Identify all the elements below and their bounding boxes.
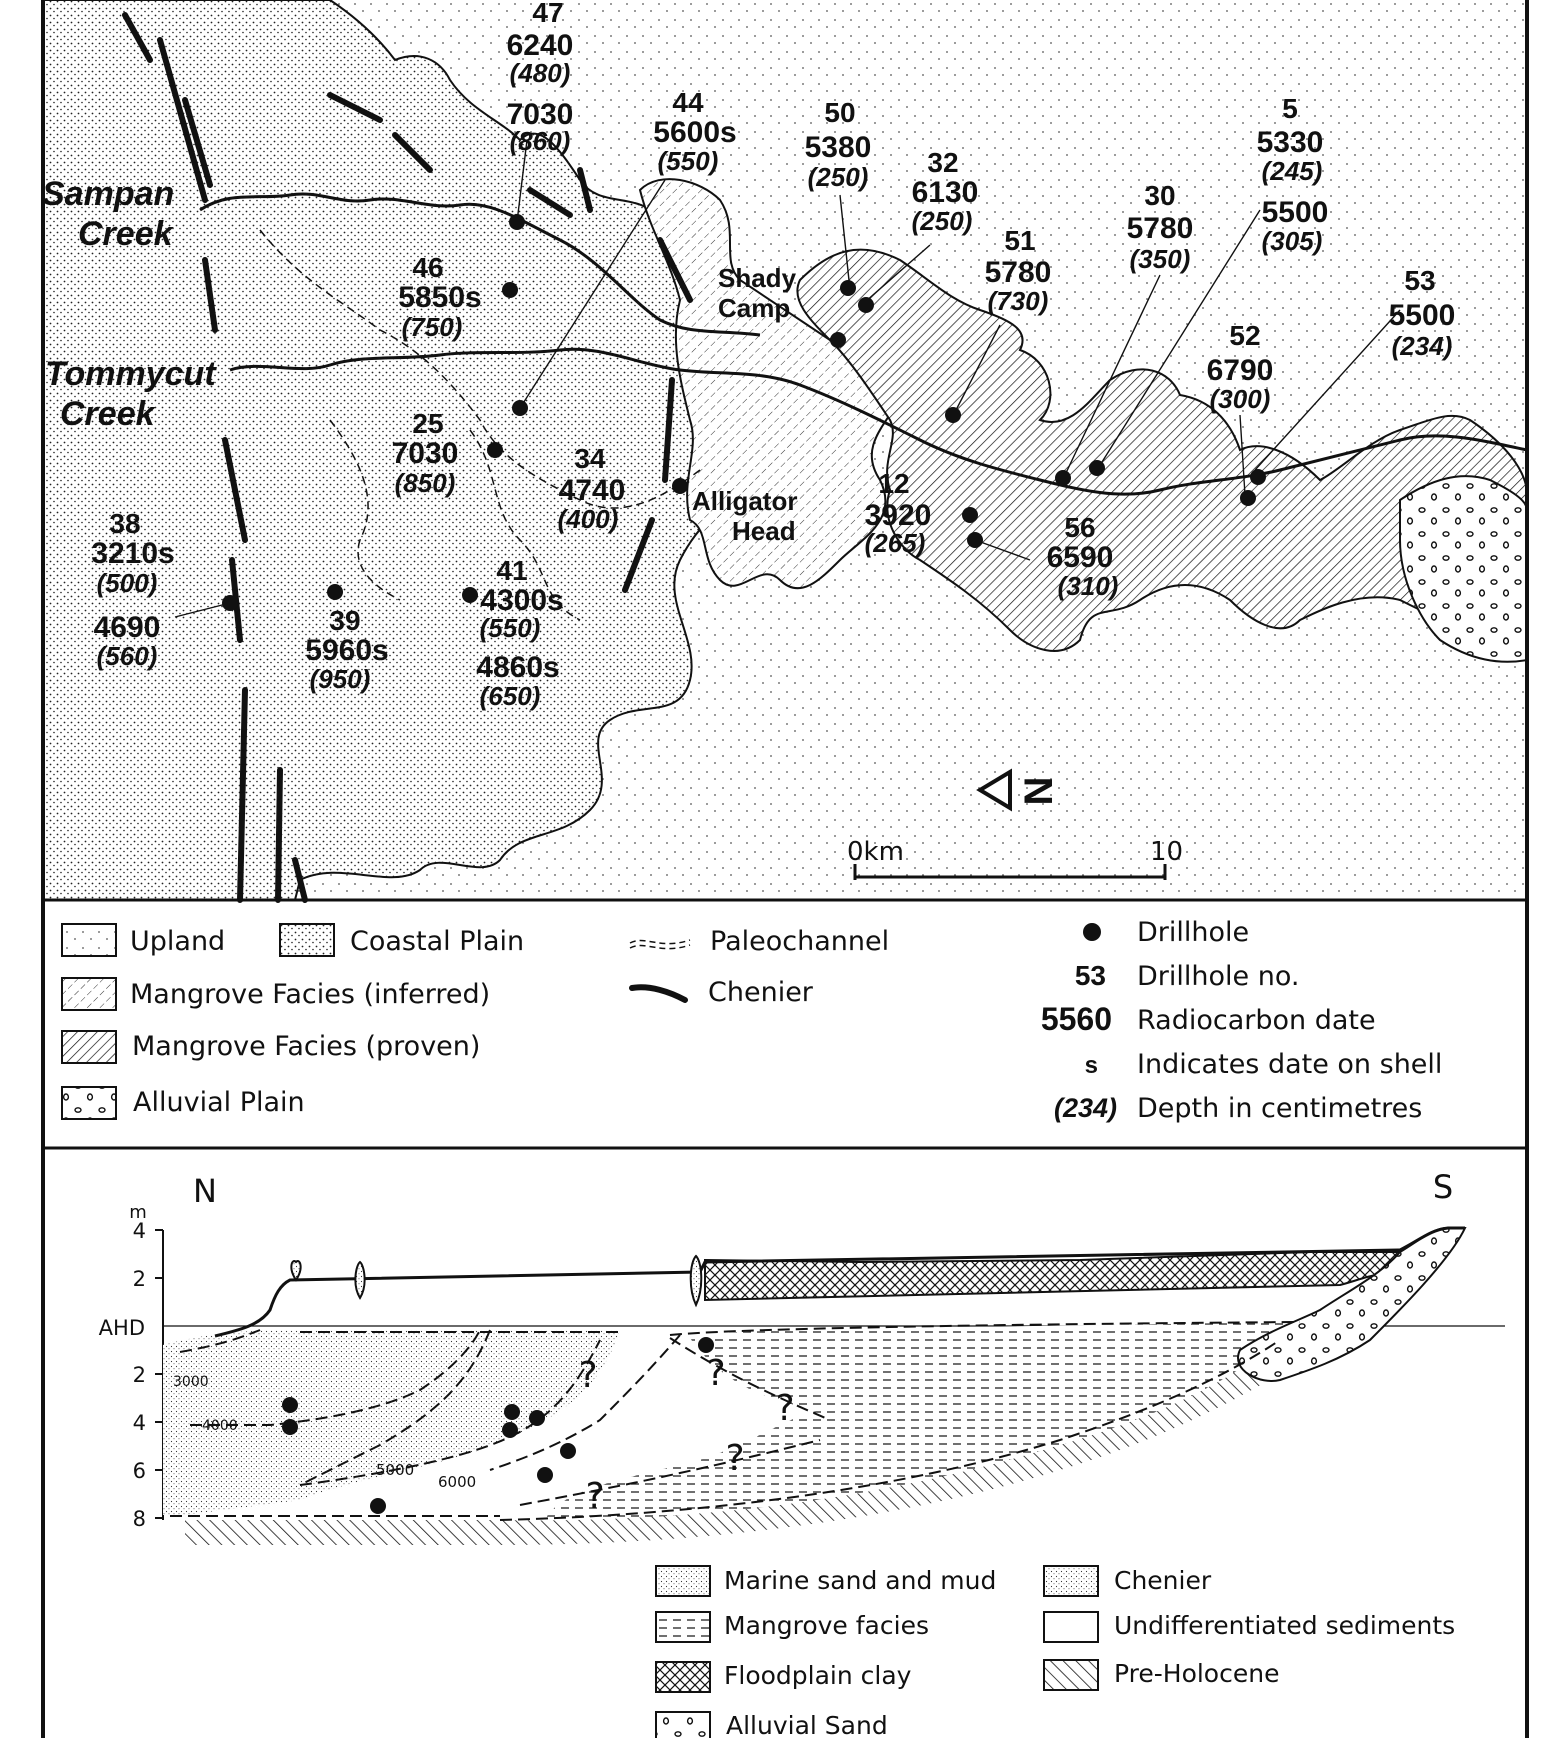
legend-keys xyxy=(1041,917,1443,1124)
place-label-camp: Camp xyxy=(718,293,791,323)
drillhole-marker xyxy=(222,595,238,611)
drillhole-number: 34 xyxy=(574,443,606,474)
drillhole-number: 51 xyxy=(1004,225,1036,256)
y-tick-label: AHD xyxy=(98,1316,145,1340)
depth-value: (860) xyxy=(509,126,571,156)
y-tick-label: 8 xyxy=(132,1507,146,1531)
depth-value: (730) xyxy=(987,286,1049,316)
scale-end: 10 xyxy=(1150,837,1184,867)
drillhole-number: 25 xyxy=(412,408,444,439)
drillhole-marker xyxy=(840,280,856,296)
legend-label-undifferentiated: Undifferentiated sediments xyxy=(1114,1611,1456,1640)
cross-section xyxy=(99,1168,1505,1738)
radiocarbon-date: 4690 xyxy=(93,611,161,644)
drillhole-marker xyxy=(1240,490,1256,506)
chenier-lenses xyxy=(291,1256,701,1305)
section-unit-label: m xyxy=(129,1202,147,1223)
drillhole-number: 46 xyxy=(412,252,444,283)
depth-value: (250) xyxy=(807,162,869,192)
drillhole-marker xyxy=(1250,469,1266,485)
legend-label-mangrove-proven: Mangrove Facies (proven) xyxy=(132,1031,481,1062)
radiocarbon-date: 5500 xyxy=(1388,299,1456,332)
place-label-head: Head xyxy=(732,516,796,546)
y-tick-label: 4 xyxy=(132,1219,146,1243)
section-drillhole-marker xyxy=(560,1443,576,1459)
radiocarbon-date: 5380 xyxy=(804,131,872,164)
radiocarbon-date: 4860s xyxy=(476,651,560,684)
section-y-axis xyxy=(99,1219,163,1531)
uncertain-mark: ? xyxy=(706,1353,726,1394)
drillhole-number: 5 xyxy=(1282,93,1298,124)
drillhole-marker xyxy=(512,400,528,416)
depth-value: (245) xyxy=(1261,156,1323,186)
radiocarbon-date: 3920 xyxy=(864,499,932,532)
depth-value: (310) xyxy=(1057,571,1119,601)
legend-swatch-floodplain xyxy=(656,1662,710,1692)
section-drillhole-marker xyxy=(502,1422,518,1438)
y-tick-label: 6 xyxy=(132,1459,146,1483)
legend-swatch-alluvial-sand xyxy=(656,1712,710,1738)
y-tick-label: 2 xyxy=(132,1267,146,1291)
radiocarbon-date: 6240 xyxy=(506,29,574,62)
section-south-label: S xyxy=(1432,1168,1454,1206)
depth-value: (480) xyxy=(509,58,571,88)
uncertain-mark: ? xyxy=(775,1388,795,1429)
legend-swatch-mangrove-proven xyxy=(62,1031,116,1063)
radiocarbon-date: 5960s xyxy=(305,634,389,667)
place-label-sampan: Sampan xyxy=(42,175,175,213)
section-north-label: N xyxy=(193,1172,217,1210)
map-legend xyxy=(62,917,1442,1124)
legend-key-text: Drillhole xyxy=(1137,917,1250,948)
legend-key-symbol: 53 xyxy=(1074,960,1106,991)
legend-symbol-paleochannel xyxy=(630,940,690,949)
place-label-alligator: Alligator xyxy=(692,486,798,516)
depth-value: (350) xyxy=(1129,244,1191,274)
legend-label-chenier: Chenier xyxy=(1114,1566,1212,1595)
place-label-tommycut: Tommycut xyxy=(45,355,216,393)
drillhole-marker xyxy=(462,587,478,603)
radiocarbon-date: 5600s xyxy=(653,116,737,149)
depth-value: (305) xyxy=(1261,226,1323,256)
drillhole-number: 53 xyxy=(1404,265,1436,296)
legend-label-paleochannel: Paleochannel xyxy=(710,926,890,957)
legend-label-marine-sand: Marine sand and mud xyxy=(724,1566,997,1595)
section-drillhole-marker xyxy=(282,1397,298,1413)
drillhole-number: 32 xyxy=(927,147,959,178)
radiocarbon-date: 4740 xyxy=(558,474,626,507)
legend-key-text: Depth in centimetres xyxy=(1137,1093,1423,1124)
radiocarbon-date: 5780 xyxy=(984,256,1052,289)
y-tick-label: 2 xyxy=(132,1363,146,1387)
radiocarbon-date: 5500 xyxy=(1261,196,1329,229)
legend-swatch-mangrove-inferred xyxy=(62,978,116,1010)
legend-swatch-mangrove xyxy=(656,1612,710,1642)
section-legend xyxy=(656,1566,1455,1738)
section-drillhole-marker xyxy=(529,1410,545,1426)
uncertain-mark: ? xyxy=(578,1355,598,1396)
section-drillhole-marker xyxy=(504,1404,520,1420)
legend-label-mangrove-inferred: Mangrove Facies (inferred) xyxy=(130,979,491,1010)
section-drillhole-marker xyxy=(282,1419,298,1435)
uncertain-mark: ? xyxy=(585,1476,605,1517)
radiocarbon-date: 5850s xyxy=(398,281,482,314)
drillhole-marker xyxy=(1089,460,1105,476)
drillhole-marker xyxy=(858,297,874,313)
y-tick-label: 4 xyxy=(132,1411,146,1435)
legend-key-symbol: 5560 xyxy=(1040,1001,1112,1037)
drillhole-number: 50 xyxy=(824,97,856,128)
drillhole-number: 38 xyxy=(109,508,141,539)
radiocarbon-date: 6130 xyxy=(911,176,979,209)
legend-label-alluvial-sand: Alluvial Sand xyxy=(726,1711,888,1738)
drillhole-number: 41 xyxy=(496,555,528,586)
depth-value: (750) xyxy=(401,312,463,342)
section-drillhole-marker xyxy=(537,1467,553,1483)
drillhole-marker xyxy=(1055,470,1071,486)
depth-value: (560) xyxy=(96,641,158,671)
drillhole-number: 30 xyxy=(1144,180,1176,211)
legend-key-symbol: (234) xyxy=(1053,1093,1117,1123)
section-drillhole-marker xyxy=(698,1337,714,1353)
legend-label-upland: Upland xyxy=(130,926,226,957)
drillhole-marker xyxy=(502,282,518,298)
drillhole-number: 44 xyxy=(672,87,704,118)
legend-key-text: Radiocarbon date xyxy=(1137,1005,1376,1036)
radiocarbon-date: 5330 xyxy=(1256,126,1324,159)
legend-label-alluvial-plain: Alluvial Plain xyxy=(133,1087,305,1118)
scale-start: 0km xyxy=(847,837,904,867)
map-panel xyxy=(42,0,1527,900)
legend-key-symbol: s xyxy=(1084,1052,1098,1079)
depth-value: (300) xyxy=(1209,384,1271,414)
section-drillhole-marker xyxy=(370,1498,386,1514)
legend-swatch-alluvial-plain xyxy=(62,1087,116,1119)
radiocarbon-date: 7030 xyxy=(506,98,574,131)
place-label-shady: Shady xyxy=(718,263,797,293)
drillhole-marker xyxy=(487,442,503,458)
drillhole-marker xyxy=(945,407,961,423)
isochron-label: 3000 xyxy=(173,1374,209,1390)
depth-value: (500) xyxy=(96,568,158,598)
drillhole-marker xyxy=(962,507,978,523)
drillhole-marker xyxy=(830,332,846,348)
legend-swatch-marine-sand xyxy=(656,1566,710,1596)
isochron-label: 6000 xyxy=(438,1473,477,1491)
legend-swatch-chenier xyxy=(1044,1566,1098,1596)
legend-label-coastal-plain: Coastal Plain xyxy=(350,926,525,957)
drillhole-marker xyxy=(327,584,343,600)
depth-value: (234) xyxy=(1391,331,1453,361)
north-arrow-label: N xyxy=(1017,776,1061,806)
legend-key-text: Drillhole no. xyxy=(1137,961,1300,992)
radiocarbon-date: 4300s xyxy=(480,584,564,617)
legend-swatch-undifferentiated xyxy=(1044,1612,1098,1642)
radiocarbon-date: 6790 xyxy=(1206,354,1274,387)
legend-label-pre-holocene: Pre-Holocene xyxy=(1114,1659,1280,1688)
radiocarbon-date: 6590 xyxy=(1046,541,1114,574)
legend-swatch-upland xyxy=(62,924,116,956)
drillhole-number: 52 xyxy=(1229,320,1261,351)
radiocarbon-date: 3210s xyxy=(91,537,175,570)
drillhole-number: 56 xyxy=(1064,512,1096,543)
depth-value: (950) xyxy=(309,664,371,694)
drillhole-number: 47 xyxy=(532,0,564,28)
depth-value: (400) xyxy=(557,504,619,534)
depth-value: (650) xyxy=(479,681,541,711)
depth-value: (550) xyxy=(657,146,719,176)
depth-value: (250) xyxy=(911,206,973,236)
depth-value: (850) xyxy=(394,468,456,498)
isochron-label: 4000 xyxy=(202,1418,238,1434)
drillhole-number: 39 xyxy=(329,605,361,636)
radiocarbon-date: 5780 xyxy=(1126,212,1194,245)
drillhole-key-icon xyxy=(1083,923,1101,941)
legend-label-mangrove: Mangrove facies xyxy=(724,1611,929,1640)
drillhole-marker xyxy=(967,532,983,548)
legend-swatch-coastal-plain xyxy=(280,924,334,956)
depth-value: (550) xyxy=(479,613,541,643)
legend-symbol-chenier xyxy=(632,987,685,1000)
place-label-creek: Creek xyxy=(78,215,173,253)
legend-key-text: Indicates date on shell xyxy=(1137,1049,1443,1080)
legend-label-floodplain: Floodplain clay xyxy=(724,1661,912,1690)
drillhole-marker xyxy=(672,478,688,494)
place-label-creek: Creek xyxy=(60,395,155,433)
uncertain-mark: ? xyxy=(725,1438,745,1479)
radiocarbon-date: 7030 xyxy=(391,437,459,470)
drillhole-number: 12 xyxy=(878,468,910,499)
isochron-label: 5000 xyxy=(376,1461,415,1479)
depth-value: (265) xyxy=(864,528,926,558)
drillhole-marker xyxy=(509,214,525,230)
legend-swatch-pre-holocene xyxy=(1044,1660,1098,1690)
legend-label-chenier: Chenier xyxy=(708,977,813,1008)
